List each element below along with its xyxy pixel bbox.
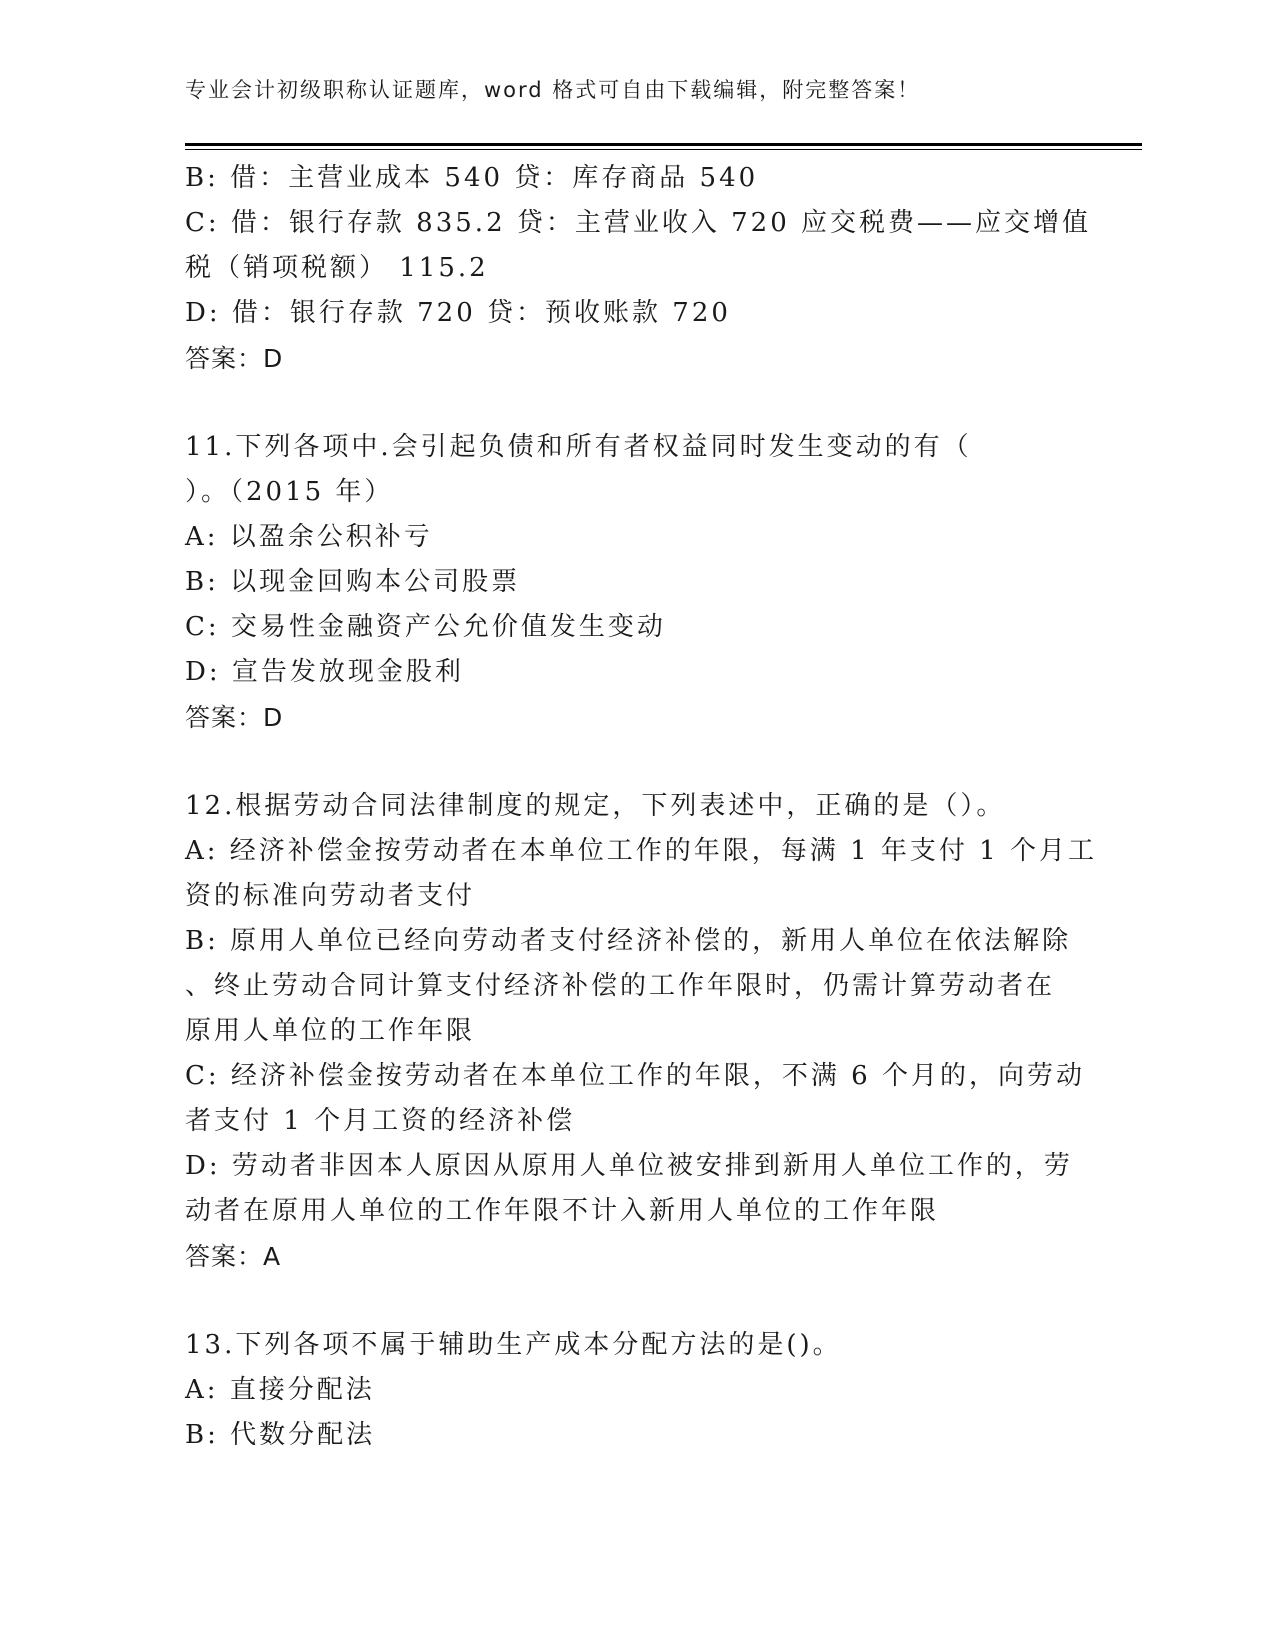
spacer bbox=[185, 381, 1085, 425]
header-divider-thick bbox=[185, 143, 1142, 146]
option-d: D: 宣告发放现金股利 bbox=[185, 657, 464, 687]
option-c: C: 经济补偿金按劳动者在本单位工作的年限，不满 6 个月的，向劳动 bbox=[185, 1061, 1085, 1091]
option-d: D: 劳动者非因本人原因从原用人单位被安排到新用人单位工作的，劳 bbox=[185, 1151, 1073, 1181]
question-stem-continued: ）。（2015 年） bbox=[185, 477, 394, 507]
option-b: B: 以现金回购本公司股票 bbox=[185, 567, 521, 597]
option-a: A: 经济补偿金按劳动者在本单位工作的年限，每满 1 年支付 1 个月工 bbox=[185, 836, 1097, 866]
option-b-continued: 原用人单位的工作年限 bbox=[185, 1016, 476, 1046]
question-10 bbox=[185, 156, 1092, 381]
question-12 bbox=[185, 784, 1097, 1279]
option-c: C: 借：银行存款 835.2 贷：主营业收入 720 应交税费——应交增值 bbox=[185, 208, 1092, 238]
option-b: B: 借：主营业成本 540 贷：库存商品 540 bbox=[185, 163, 759, 193]
option-b: B: 代数分配法 bbox=[185, 1420, 376, 1450]
answer: 答案：D bbox=[185, 344, 284, 373]
header-divider-thin bbox=[185, 149, 1142, 150]
answer: 答案：A bbox=[185, 1242, 282, 1271]
question-11 bbox=[185, 425, 1085, 740]
question-list bbox=[185, 156, 1097, 1458]
question-13 bbox=[185, 1323, 1085, 1458]
spacer bbox=[185, 740, 1085, 784]
option-a: A: 以盈余公积补亏 bbox=[185, 522, 433, 552]
question-stem: 11.下列各项中.会引起负债和所有者权益同时发生变动的有（ bbox=[185, 432, 972, 462]
answer: 答案：D bbox=[185, 703, 284, 732]
question-stem: 12.根据劳动合同法律制度的规定，下列表述中，正确的是（）。 bbox=[185, 791, 1006, 821]
option-b: B: 原用人单位已经向劳动者支付经济补偿的，新用人单位在依法解除 bbox=[185, 926, 1072, 956]
option-a-continued: 资的标准向劳动者支付 bbox=[185, 881, 476, 911]
spacer bbox=[185, 1279, 1085, 1323]
option-c: C: 交易性金融资产公允价值发生变动 bbox=[185, 612, 666, 642]
option-b-continued: 、终止劳动合同计算支付经济补偿的工作年限时，仍需计算劳动者在 bbox=[185, 971, 1056, 1001]
question-stem: 13.下列各项不属于辅助生产成本分配方法的是()。 bbox=[185, 1330, 842, 1360]
option-d-continued: 动者在原用人单位的工作年限不计入新用人单位的工作年限 bbox=[185, 1196, 940, 1226]
page-header: 专业会计初级职称认证题库，word 格式可自由下载编辑，附完整答案！ bbox=[185, 78, 921, 102]
option-a: A: 直接分配法 bbox=[185, 1375, 375, 1405]
option-c-continued: 者支付 1 个月工资的经济补偿 bbox=[185, 1106, 576, 1136]
option-c-continued: 税（销项税额） 115.2 bbox=[185, 253, 489, 283]
option-d: D: 借：银行存款 720 贷：预收账款 720 bbox=[185, 298, 731, 328]
